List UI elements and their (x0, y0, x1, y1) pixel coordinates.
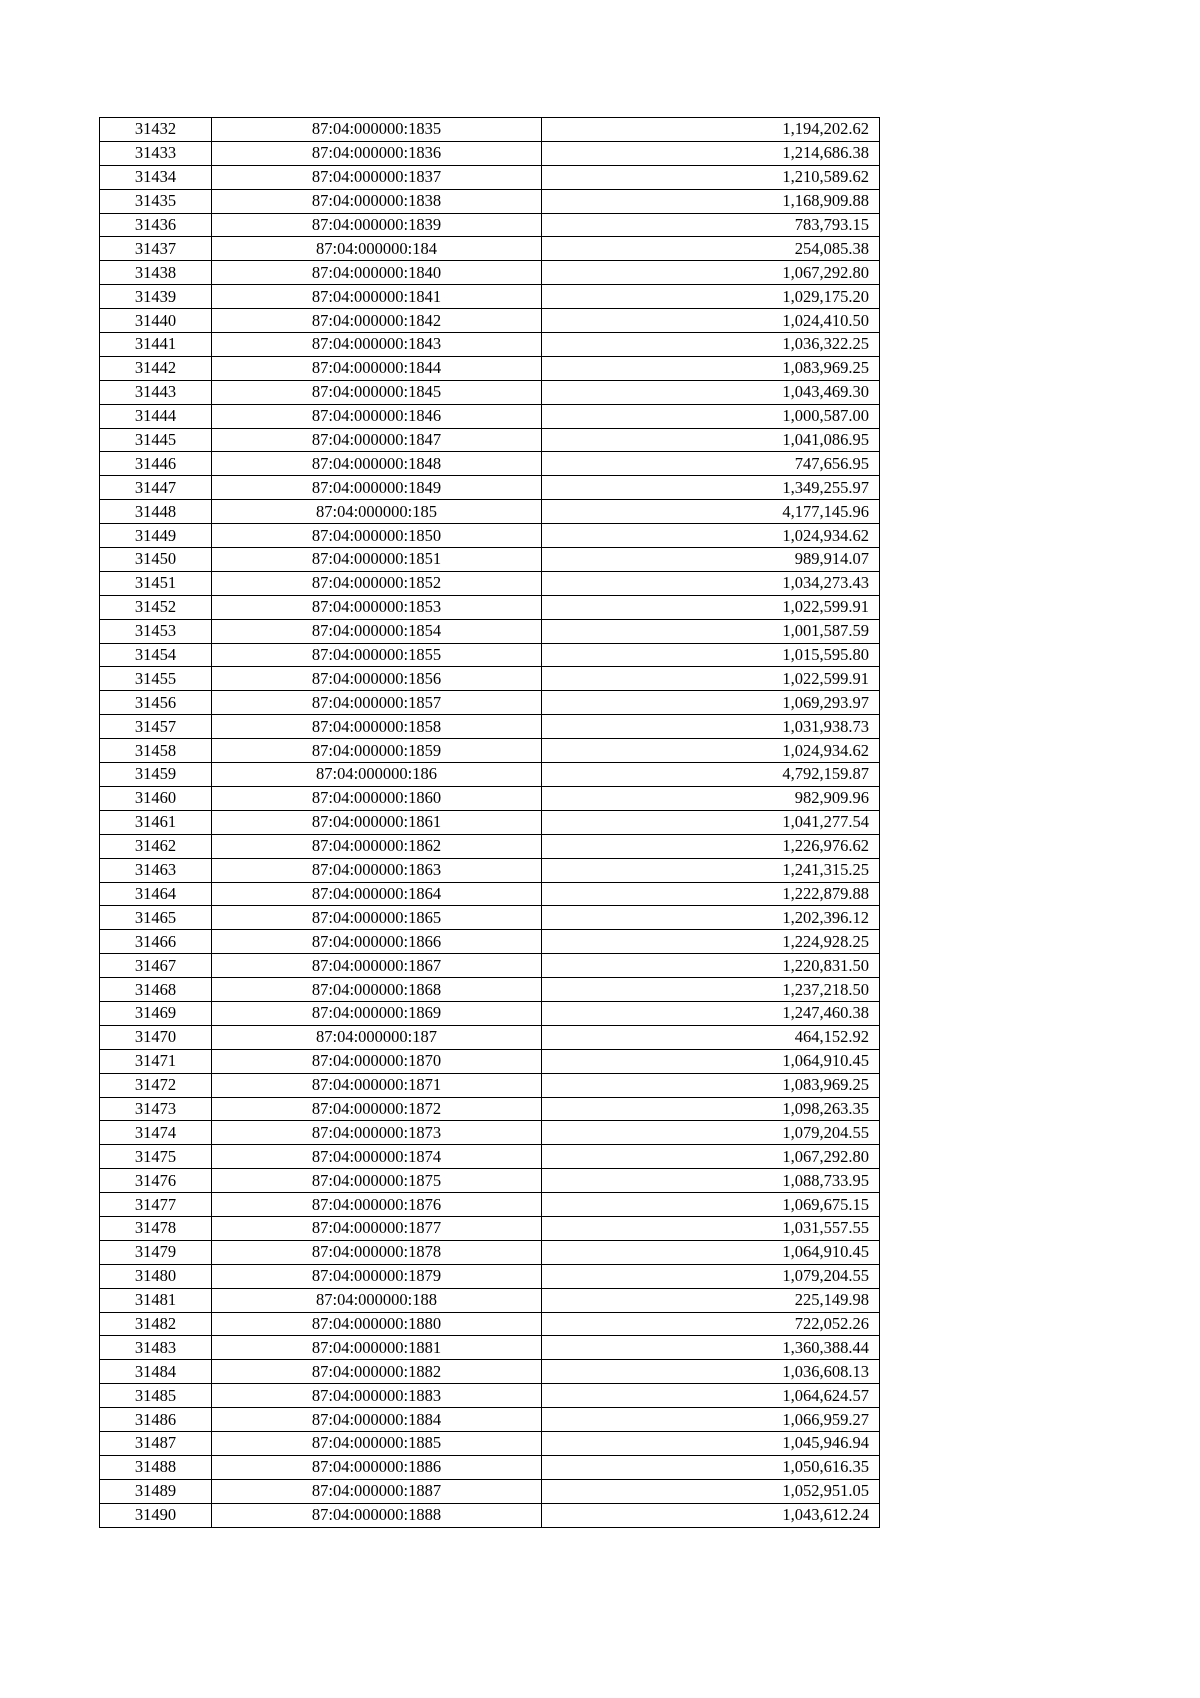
cadastral-number-cell: 87:04:000000:1879 (212, 1264, 542, 1288)
table-row (100, 882, 880, 906)
cadastral-number-cell: 87:04:000000:1840 (212, 261, 542, 285)
table-row (100, 1384, 880, 1408)
cadastral-number-cell: 87:04:000000:1852 (212, 571, 542, 595)
table-row (100, 1503, 880, 1527)
row-number-cell: 31486 (100, 1408, 212, 1432)
table-row (100, 141, 880, 165)
cadastral-value-cell: 4,177,145.96 (542, 500, 880, 524)
cadastral-number-cell: 87:04:000000:1860 (212, 786, 542, 810)
table-body (100, 118, 880, 1528)
table-row (100, 1455, 880, 1479)
row-number-cell: 31470 (100, 1025, 212, 1049)
cadastral-value-cell: 1,083,969.25 (542, 356, 880, 380)
row-number-cell: 31432 (100, 118, 212, 142)
cadastral-value-cell: 1,022,599.91 (542, 667, 880, 691)
cadastral-number-cell: 87:04:000000:1864 (212, 882, 542, 906)
cadastral-value-cell: 1,098,263.35 (542, 1097, 880, 1121)
table-row (100, 1360, 880, 1384)
cadastral-number-cell: 87:04:000000:1872 (212, 1097, 542, 1121)
table-row (100, 476, 880, 500)
cadastral-number-cell: 87:04:000000:1835 (212, 118, 542, 142)
row-number-cell: 31469 (100, 1001, 212, 1025)
cadastral-number-cell: 87:04:000000:1858 (212, 715, 542, 739)
cadastral-number-cell: 87:04:000000:1878 (212, 1240, 542, 1264)
cadastral-value-cell: 1,064,910.45 (542, 1049, 880, 1073)
cadastral-number-cell: 87:04:000000:1854 (212, 619, 542, 643)
cadastral-number-cell: 87:04:000000:1867 (212, 954, 542, 978)
cadastral-number-cell: 87:04:000000:1857 (212, 691, 542, 715)
cadastral-value-cell: 1,064,624.57 (542, 1384, 880, 1408)
table-row (100, 1264, 880, 1288)
row-number-cell: 31465 (100, 906, 212, 930)
cadastral-value-cell: 1,237,218.50 (542, 978, 880, 1002)
cadastral-value-cell: 1,194,202.62 (542, 118, 880, 142)
row-number-cell: 31475 (100, 1145, 212, 1169)
table-row (100, 1216, 880, 1240)
cadastral-number-cell: 87:04:000000:1847 (212, 428, 542, 452)
cadastral-value-cell: 1,226,976.62 (542, 834, 880, 858)
cadastral-number-cell: 87:04:000000:1869 (212, 1001, 542, 1025)
table-row (100, 1288, 880, 1312)
cadastral-value-cell: 1,247,460.38 (542, 1001, 880, 1025)
cadastral-value-cell: 1,214,686.38 (542, 141, 880, 165)
cadastral-value-cell: 1,041,086.95 (542, 428, 880, 452)
cadastral-number-cell: 87:04:000000:1851 (212, 548, 542, 572)
cadastral-value-cell: 1,031,557.55 (542, 1216, 880, 1240)
table-row (100, 595, 880, 619)
row-number-cell: 31461 (100, 810, 212, 834)
cadastral-number-cell: 87:04:000000:1850 (212, 524, 542, 548)
table-row (100, 763, 880, 787)
cadastral-number-cell: 87:04:000000:1883 (212, 1384, 542, 1408)
row-number-cell: 31467 (100, 954, 212, 978)
row-number-cell: 31447 (100, 476, 212, 500)
row-number-cell: 31448 (100, 500, 212, 524)
cadastral-value-cell: 1,029,175.20 (542, 285, 880, 309)
row-number-cell: 31460 (100, 786, 212, 810)
cadastral-value-cell: 1,210,589.62 (542, 165, 880, 189)
row-number-cell: 31436 (100, 213, 212, 237)
cadastral-number-cell: 87:04:000000:1880 (212, 1312, 542, 1336)
row-number-cell: 31454 (100, 643, 212, 667)
cadastral-value-cell: 783,793.15 (542, 213, 880, 237)
row-number-cell: 31468 (100, 978, 212, 1002)
cadastral-number-cell: 87:04:000000:1837 (212, 165, 542, 189)
cadastral-value-cell: 1,036,322.25 (542, 333, 880, 357)
cadastral-number-cell: 87:04:000000:1838 (212, 189, 542, 213)
cadastral-number-cell: 87:04:000000:1842 (212, 309, 542, 333)
table-row (100, 1145, 880, 1169)
row-number-cell: 31433 (100, 141, 212, 165)
row-number-cell: 31462 (100, 834, 212, 858)
table-row (100, 1049, 880, 1073)
cadastral-number-cell: 87:04:000000:1836 (212, 141, 542, 165)
row-number-cell: 31445 (100, 428, 212, 452)
cadastral-number-cell: 87:04:000000:184 (212, 237, 542, 261)
table-row (100, 834, 880, 858)
cadastral-number-cell: 87:04:000000:1846 (212, 404, 542, 428)
table-row (100, 1097, 880, 1121)
cadastral-number-cell: 87:04:000000:1849 (212, 476, 542, 500)
table-row (100, 1193, 880, 1217)
cadastral-value-cell: 989,914.07 (542, 548, 880, 572)
cadastral-number-cell: 87:04:000000:1856 (212, 667, 542, 691)
cadastral-value-cell: 1,079,204.55 (542, 1121, 880, 1145)
cadastral-value-cell: 1,024,934.62 (542, 524, 880, 548)
table-row (100, 500, 880, 524)
cadastral-number-cell: 87:04:000000:1876 (212, 1193, 542, 1217)
table-row (100, 356, 880, 380)
cadastral-value-cell: 1,069,675.15 (542, 1193, 880, 1217)
row-number-cell: 31484 (100, 1360, 212, 1384)
cadastral-value-cell: 1,360,388.44 (542, 1336, 880, 1360)
cadastral-value-cell: 225,149.98 (542, 1288, 880, 1312)
cadastral-value-cell: 1,220,831.50 (542, 954, 880, 978)
table-row (100, 715, 880, 739)
table-row (100, 954, 880, 978)
cadastral-value-cell: 1,024,934.62 (542, 739, 880, 763)
cadastral-value-cell: 1,031,938.73 (542, 715, 880, 739)
table-row (100, 1408, 880, 1432)
cadastral-number-cell: 87:04:000000:1843 (212, 333, 542, 357)
cadastral-value-cell: 1,064,910.45 (542, 1240, 880, 1264)
row-number-cell: 31464 (100, 882, 212, 906)
row-number-cell: 31435 (100, 189, 212, 213)
cadastral-number-cell: 87:04:000000:186 (212, 763, 542, 787)
cadastral-value-cell: 1,022,599.91 (542, 595, 880, 619)
cadastral-value-cell: 1,069,293.97 (542, 691, 880, 715)
cadastral-value-cell: 464,152.92 (542, 1025, 880, 1049)
table-row (100, 309, 880, 333)
cadastral-number-cell: 87:04:000000:1848 (212, 452, 542, 476)
row-number-cell: 31442 (100, 356, 212, 380)
cadastral-number-cell: 87:04:000000:1877 (212, 1216, 542, 1240)
row-number-cell: 31480 (100, 1264, 212, 1288)
row-number-cell: 31434 (100, 165, 212, 189)
cadastral-value-cell: 1,050,616.35 (542, 1455, 880, 1479)
row-number-cell: 31476 (100, 1169, 212, 1193)
row-number-cell: 31446 (100, 452, 212, 476)
row-number-cell: 31450 (100, 548, 212, 572)
row-number-cell: 31473 (100, 1097, 212, 1121)
row-number-cell: 31458 (100, 739, 212, 763)
table-row (100, 1312, 880, 1336)
row-number-cell: 31479 (100, 1240, 212, 1264)
cadastral-value-cell: 254,085.38 (542, 237, 880, 261)
table-row (100, 118, 880, 142)
cadastral-value-cell: 1,349,255.97 (542, 476, 880, 500)
cadastral-value-cell: 1,079,204.55 (542, 1264, 880, 1288)
cadastral-number-cell: 87:04:000000:1885 (212, 1431, 542, 1455)
table-row (100, 858, 880, 882)
row-number-cell: 31487 (100, 1431, 212, 1455)
cadastral-number-cell: 87:04:000000:1875 (212, 1169, 542, 1193)
row-number-cell: 31481 (100, 1288, 212, 1312)
row-number-cell: 31485 (100, 1384, 212, 1408)
cadastral-value-cell: 1,067,292.80 (542, 1145, 880, 1169)
cadastral-number-cell: 87:04:000000:1873 (212, 1121, 542, 1145)
table-row (100, 404, 880, 428)
table-row (100, 237, 880, 261)
table-row (100, 165, 880, 189)
cadastral-value-cell: 1,001,587.59 (542, 619, 880, 643)
table-row (100, 739, 880, 763)
row-number-cell: 31474 (100, 1121, 212, 1145)
table-row (100, 667, 880, 691)
row-number-cell: 31453 (100, 619, 212, 643)
cadastral-number-cell: 87:04:000000:1881 (212, 1336, 542, 1360)
cadastral-number-cell: 87:04:000000:1844 (212, 356, 542, 380)
cadastral-number-cell: 87:04:000000:1861 (212, 810, 542, 834)
table-row (100, 1240, 880, 1264)
table-row (100, 691, 880, 715)
table-row (100, 428, 880, 452)
table-row (100, 619, 880, 643)
cadastral-number-cell: 87:04:000000:185 (212, 500, 542, 524)
cadastral-value-cell: 1,224,928.25 (542, 930, 880, 954)
row-number-cell: 31482 (100, 1312, 212, 1336)
row-number-cell: 31483 (100, 1336, 212, 1360)
table-row (100, 1169, 880, 1193)
row-number-cell: 31441 (100, 333, 212, 357)
cadastral-value-cell: 4,792,159.87 (542, 763, 880, 787)
table-row (100, 906, 880, 930)
cadastral-value-cell: 1,168,909.88 (542, 189, 880, 213)
cadastral-number-cell: 87:04:000000:1863 (212, 858, 542, 882)
cadastral-value-cell: 982,909.96 (542, 786, 880, 810)
row-number-cell: 31455 (100, 667, 212, 691)
row-number-cell: 31444 (100, 404, 212, 428)
table-row (100, 930, 880, 954)
cadastral-number-cell: 87:04:000000:1870 (212, 1049, 542, 1073)
row-number-cell: 31471 (100, 1049, 212, 1073)
cadastral-number-cell: 87:04:000000:1865 (212, 906, 542, 930)
row-number-cell: 31437 (100, 237, 212, 261)
table-row (100, 213, 880, 237)
cadastral-number-cell: 87:04:000000:187 (212, 1025, 542, 1049)
table-row (100, 978, 880, 1002)
table-row (100, 452, 880, 476)
table-row (100, 1479, 880, 1503)
cadastral-value-cell: 1,043,469.30 (542, 380, 880, 404)
cadastral-value-cell: 1,015,595.80 (542, 643, 880, 667)
row-number-cell: 31438 (100, 261, 212, 285)
cadastral-number-cell: 87:04:000000:1887 (212, 1479, 542, 1503)
cadastral-number-cell: 87:04:000000:1866 (212, 930, 542, 954)
cadastral-value-cell: 1,083,969.25 (542, 1073, 880, 1097)
cadastral-number-cell: 87:04:000000:188 (212, 1288, 542, 1312)
row-number-cell: 31449 (100, 524, 212, 548)
cadastral-value-cell: 1,041,277.54 (542, 810, 880, 834)
cadastral-number-cell: 87:04:000000:1874 (212, 1145, 542, 1169)
row-number-cell: 31478 (100, 1216, 212, 1240)
cadastral-value-cell: 1,052,951.05 (542, 1479, 880, 1503)
row-number-cell: 31457 (100, 715, 212, 739)
cadastral-number-cell: 87:04:000000:1886 (212, 1455, 542, 1479)
table-row (100, 810, 880, 834)
cadastral-value-cell: 1,024,410.50 (542, 309, 880, 333)
row-number-cell: 31456 (100, 691, 212, 715)
cadastral-number-cell: 87:04:000000:1859 (212, 739, 542, 763)
cadastral-number-cell: 87:04:000000:1841 (212, 285, 542, 309)
row-number-cell: 31477 (100, 1193, 212, 1217)
table-row (100, 571, 880, 595)
row-number-cell: 31463 (100, 858, 212, 882)
cadastral-value-cell: 1,202,396.12 (542, 906, 880, 930)
table-row (100, 285, 880, 309)
cadastral-value-cell: 1,067,292.80 (542, 261, 880, 285)
cadastral-number-cell: 87:04:000000:1839 (212, 213, 542, 237)
row-number-cell: 31488 (100, 1455, 212, 1479)
cadastral-number-cell: 87:04:000000:1882 (212, 1360, 542, 1384)
cadastral-value-cell: 722,052.26 (542, 1312, 880, 1336)
cadastral-value-cell: 1,222,879.88 (542, 882, 880, 906)
table-row (100, 261, 880, 285)
row-number-cell: 31490 (100, 1503, 212, 1527)
cadastral-value-cell: 1,000,587.00 (542, 404, 880, 428)
row-number-cell: 31466 (100, 930, 212, 954)
cadastral-value-cell: 1,066,959.27 (542, 1408, 880, 1432)
table-row (100, 1025, 880, 1049)
row-number-cell: 31440 (100, 309, 212, 333)
table-row (100, 189, 880, 213)
cadastral-number-cell: 87:04:000000:1888 (212, 1503, 542, 1527)
table-row (100, 1431, 880, 1455)
table-row (100, 1121, 880, 1145)
cadastral-value-cell: 1,036,608.13 (542, 1360, 880, 1384)
table-row (100, 524, 880, 548)
cadastral-number-cell: 87:04:000000:1845 (212, 380, 542, 404)
row-number-cell: 31443 (100, 380, 212, 404)
cadastral-number-cell: 87:04:000000:1884 (212, 1408, 542, 1432)
cadastral-number-cell: 87:04:000000:1871 (212, 1073, 542, 1097)
cadastral-value-cell: 1,043,612.24 (542, 1503, 880, 1527)
row-number-cell: 31459 (100, 763, 212, 787)
row-number-cell: 31439 (100, 285, 212, 309)
row-number-cell: 31451 (100, 571, 212, 595)
table-row (100, 333, 880, 357)
row-number-cell: 31472 (100, 1073, 212, 1097)
cadastral-number-cell: 87:04:000000:1855 (212, 643, 542, 667)
table-row (100, 1001, 880, 1025)
table-row (100, 548, 880, 572)
cadastral-number-cell: 87:04:000000:1868 (212, 978, 542, 1002)
cadastral-value-cell: 1,241,315.25 (542, 858, 880, 882)
table-row (100, 786, 880, 810)
row-number-cell: 31489 (100, 1479, 212, 1503)
table-row (100, 643, 880, 667)
cadastral-value-cell: 1,034,273.43 (542, 571, 880, 595)
table-row (100, 1073, 880, 1097)
table-row (100, 380, 880, 404)
table-row (100, 1336, 880, 1360)
cadastral-number-cell: 87:04:000000:1862 (212, 834, 542, 858)
cadastral-value-cell: 747,656.95 (542, 452, 880, 476)
row-number-cell: 31452 (100, 595, 212, 619)
cadastral-value-cell: 1,088,733.95 (542, 1169, 880, 1193)
cadastral-value-cell: 1,045,946.94 (542, 1431, 880, 1455)
cadastral-number-cell: 87:04:000000:1853 (212, 595, 542, 619)
cadastral-value-table (99, 117, 880, 1528)
